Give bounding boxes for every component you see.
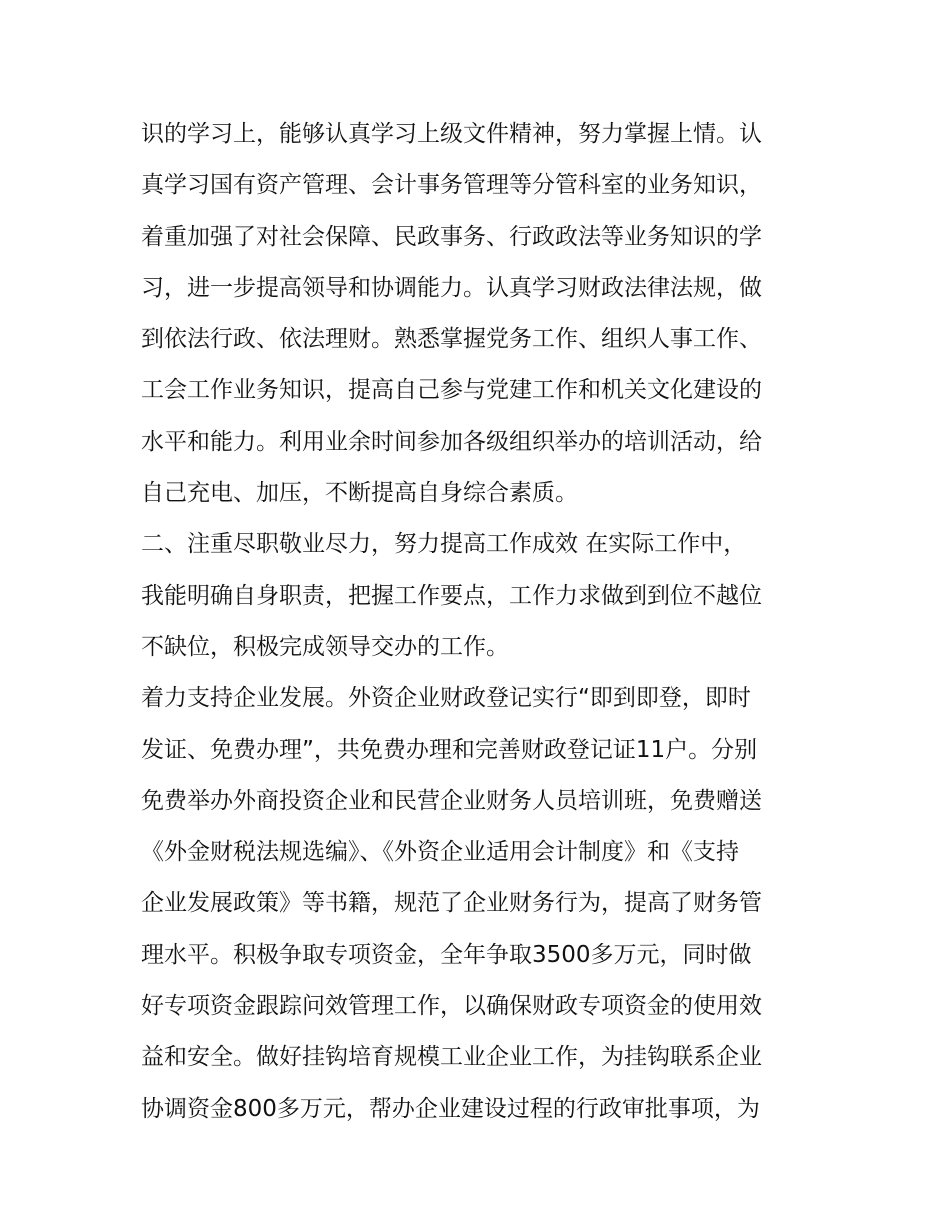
text-line: 不缺位，积极完成领导交办的工作。: [141, 633, 509, 660]
text-line: 协调资金800多万元，帮办企业建设过程的行政审批事项，为: [141, 1095, 760, 1122]
text-line: 着重加强了对社会保障、民政事务、行政政法等业务知识的学: [141, 223, 762, 250]
text-line: 到依法行政、依法理财。熟悉掌握党务工作、组织人事工作、: [141, 326, 762, 353]
text-line: 真学习国有资产管理、会计事务管理等分管科室的业务知识，: [141, 172, 762, 199]
text-line: 习，进一步提高领导和协调能力。认真学习财政法律法规，做: [141, 274, 762, 301]
text-line: 工会工作业务知识，提高自己参与党建工作和机关文化建设的: [141, 377, 762, 404]
text-line: 我能明确自身职责，把握工作要点，工作力求做到到位不越位: [141, 582, 762, 609]
body-text: [141, 109, 816, 1135]
text-line: 免费举办外商投资企业和民营企业财务人员培训班，免费赠送: [141, 787, 762, 814]
text-line: 益和安全。做好挂钩培育规模工业企业工作，为挂钩联系企业: [141, 1044, 762, 1071]
text-line: 识的学习上，能够认真学习上级文件精神，努力掌握上情。认: [141, 121, 762, 147]
section-heading-line: 二、注重尽职敬业尽力，努力提高工作成效 在实际工作中，: [141, 531, 747, 558]
text-line: 着力支持企业发展。外资企业财政登记实行“即到即登，即时: [141, 685, 751, 712]
text-line: 水平和能力。利用业余时间参加各级组织举办的培训活动，给: [141, 428, 762, 455]
text-line: 自己充电、加压，不断提高自身综合素质。: [141, 480, 578, 507]
text-line: 好专项资金跟踪问效管理工作，以确保财政专项资金的使用效: [141, 993, 762, 1020]
text-line: 发证、免费办理”，共免费办理和完善财政登记证11户。分别: [141, 736, 758, 763]
text-line: 企业发展政策》等书籍，规范了企业财务行为，提高了财务管: [141, 890, 762, 917]
text-line: 《外金财税法规选编》、《外资企业适用会计制度》和《支持: [141, 839, 739, 866]
text-line: 理水平。积极争取专项资金，全年争取3500多万元，同时做: [141, 941, 752, 968]
